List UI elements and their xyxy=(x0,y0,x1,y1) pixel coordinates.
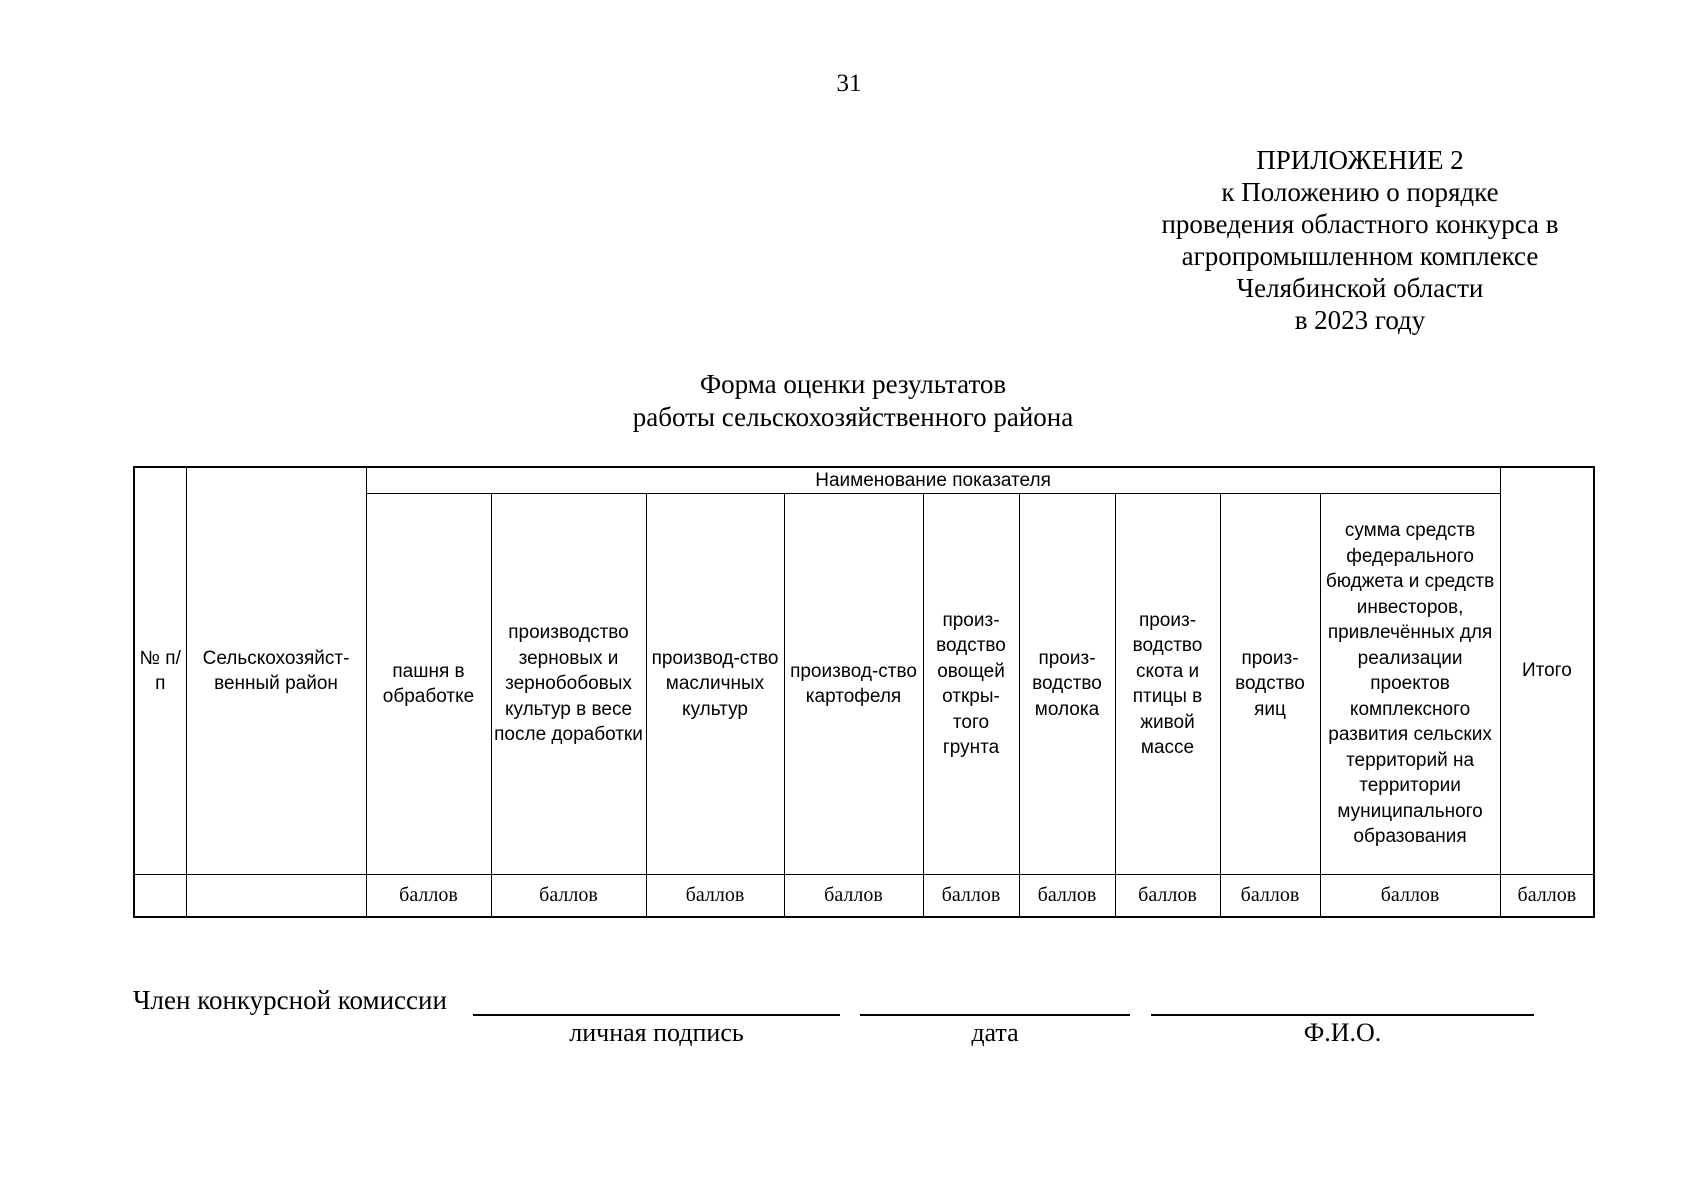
appendix-line: агропромышленном комплексе xyxy=(1181,241,1539,271)
signature-caption: личная подпись xyxy=(569,1018,744,1047)
table-row xyxy=(134,875,1594,918)
column-header-indicator: произ-водство овощей откры-того грунта xyxy=(923,494,1019,875)
evaluation-table xyxy=(133,466,1595,918)
page-number: 31 xyxy=(836,70,862,97)
unit-cell: баллов xyxy=(1115,875,1220,918)
unit-cell: баллов xyxy=(1320,875,1500,918)
unit-cell: баллов xyxy=(784,875,923,918)
signature-label: Член конкурсной комиссии xyxy=(133,985,447,1015)
table-cell-empty[interactable] xyxy=(134,875,186,918)
unit-cell: баллов xyxy=(1019,875,1115,918)
form-title-line: работы сельскохозяйственного района xyxy=(632,402,1074,432)
appendix-line: Челябинской области xyxy=(1236,273,1484,303)
column-header-total: Итого xyxy=(1500,467,1594,875)
column-header-indicator: пашня в обработке xyxy=(366,494,491,875)
signature-blank[interactable] xyxy=(473,1014,840,1016)
appendix-line: проведения областного конкурса в xyxy=(1161,209,1559,239)
column-header-indicator: производ-ство масличных культур xyxy=(646,494,784,875)
column-header-indicator: произ-водство молока xyxy=(1019,494,1115,875)
unit-cell: баллов xyxy=(491,875,646,918)
date-caption: дата xyxy=(971,1018,1019,1047)
full-name-blank[interactable] xyxy=(1151,1014,1534,1016)
column-header-indicator: производство зерновых и зернобобовых культур в весе после доработки xyxy=(491,494,646,875)
date-blank[interactable] xyxy=(860,1014,1130,1016)
unit-cell: баллов xyxy=(1220,875,1320,918)
column-header-indicator: производ-ство картофеля xyxy=(784,494,923,875)
column-group-header: Наименование показателя xyxy=(366,467,1500,494)
appendix-line: ПРИЛОЖЕНИЕ 2 xyxy=(1256,145,1464,175)
column-header-indicator: произ-водство скота и птицы в живой массе xyxy=(1115,494,1220,875)
unit-cell: баллов xyxy=(1500,875,1594,918)
table-cell-empty[interactable] xyxy=(186,875,366,918)
unit-cell: баллов xyxy=(923,875,1019,918)
unit-cell: баллов xyxy=(646,875,784,918)
column-header-indicator: сумма средств федерального бюджета и средств инвесторов, привлечённых для реализации проектов комплексного развития сельских территорий на территории муниципального образования xyxy=(1320,494,1500,875)
appendix-header xyxy=(1110,144,1610,336)
form-title xyxy=(0,368,1698,434)
column-header-number: № п/п xyxy=(134,467,186,875)
full-name-caption: Ф.И.О. xyxy=(1303,1018,1382,1047)
unit-cell: баллов xyxy=(366,875,491,918)
form-title-line: Форма оценки результатов xyxy=(699,369,1007,399)
column-header-indicator: произ-водство яиц xyxy=(1220,494,1320,875)
appendix-line: в 2023 году xyxy=(1294,305,1426,335)
column-header-district: Сельскохозяйст-венный район xyxy=(186,467,366,875)
appendix-line: к Положению о порядке xyxy=(1221,177,1499,207)
